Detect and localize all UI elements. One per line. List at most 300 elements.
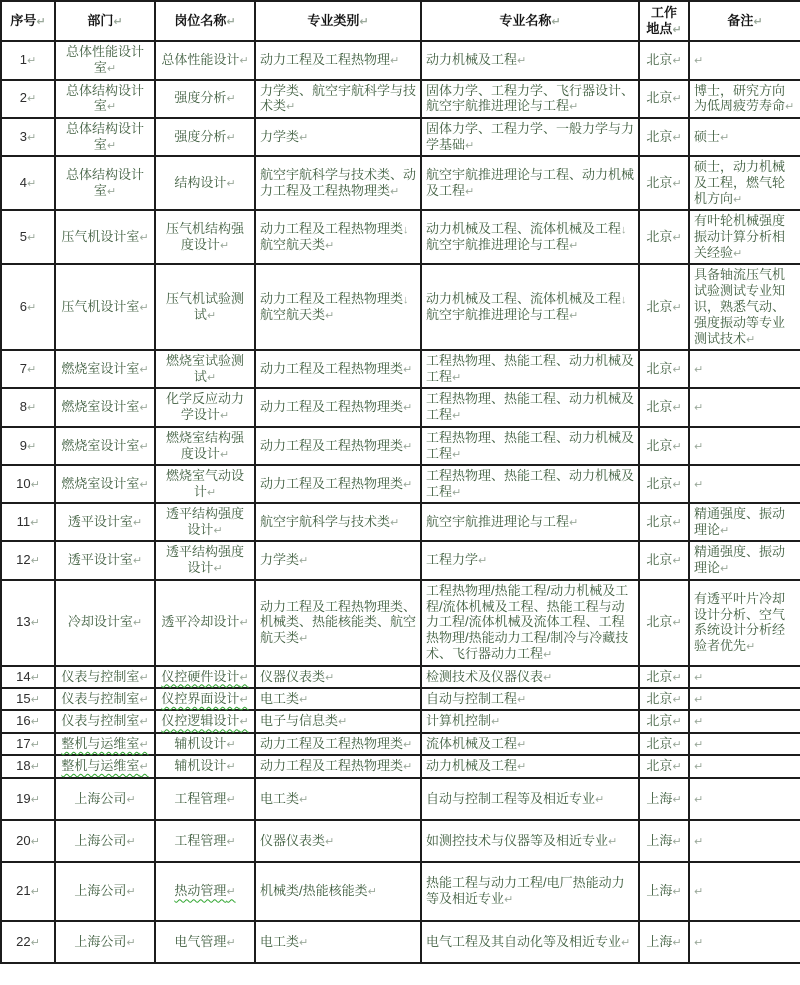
- paragraph-mark-icon: ↵: [30, 694, 40, 706]
- paragraph-mark-icon: ↵: [27, 364, 37, 377]
- cell-dept: 总体结构设计室↵: [55, 80, 155, 118]
- paragraph-mark-icon: ↵: [694, 694, 704, 706]
- cell-position: 总体性能设计↵: [155, 41, 255, 79]
- cell-dept: 压气机设计室↵: [55, 210, 155, 264]
- cell-category: 航空宇航科学与技术类、动力工程及工程热物理类↵: [255, 156, 421, 210]
- cell-major: 工程热物理、热能工程、动力机械及工程↵: [421, 350, 639, 388]
- paragraph-mark-icon: ↵: [672, 836, 682, 849]
- cell-no: 19↵: [1, 778, 55, 820]
- table-row: [1, 465, 800, 503]
- paragraph-mark-icon: ↵: [226, 761, 236, 774]
- cell-category: 电子与信息类↵: [255, 710, 421, 732]
- table-row: [1, 820, 800, 862]
- paragraph-mark-icon: ↵: [403, 364, 413, 377]
- cell-category: 力学类、航空宇航科学与技术类↵: [255, 80, 421, 118]
- cell-note: [689, 755, 800, 777]
- cell-position: 热动管理↵: [155, 862, 255, 920]
- paragraph-mark-icon: ↵: [694, 671, 704, 684]
- cell-no: 20↵: [1, 820, 55, 862]
- paragraph-mark-icon: ↵: [299, 633, 309, 646]
- cell-category: 电工类↵: [255, 921, 421, 963]
- paragraph-mark-icon: ↵: [30, 886, 40, 899]
- cell-note: [689, 921, 800, 963]
- cell-no: 13↵: [1, 580, 55, 666]
- paragraph-mark-icon: ↵: [733, 193, 743, 206]
- cell-location: 北京↵: [639, 388, 689, 426]
- cell-location: 北京↵: [639, 156, 689, 210]
- paragraph-mark-icon: ↵: [30, 517, 40, 530]
- paragraph-mark-icon: ↵: [672, 232, 682, 245]
- table-row: [1, 156, 800, 210]
- cell-category: 动力工程及工程热物理类、机械类、热能核能类、航空航天类↵: [255, 580, 421, 666]
- paragraph-mark-icon: ↵: [452, 410, 462, 423]
- paragraph-mark-icon: ↵: [325, 240, 335, 253]
- cell-location: 上海↵: [639, 778, 689, 820]
- paragraph-mark-icon: ↵: [206, 372, 217, 385]
- cell-location: 北京↵: [639, 688, 689, 710]
- paragraph-mark-icon: ↵: [325, 310, 335, 323]
- paragraph-mark-icon: ↵: [672, 936, 682, 949]
- paragraph-mark-icon: ↵: [672, 402, 682, 415]
- paragraph-mark-icon: ↵: [30, 836, 40, 849]
- paragraph-mark-icon: ↵: [672, 694, 682, 706]
- paragraph-mark-icon: ↵: [672, 517, 682, 530]
- table-row: [1, 666, 800, 688]
- paragraph-mark-icon: ↵: [206, 309, 217, 322]
- column-header-location: 工作 地点↵: [639, 1, 689, 41]
- paragraph-mark-icon: ↵: [239, 694, 249, 706]
- cell-position: 强度分析↵: [155, 80, 255, 118]
- paragraph-mark-icon: ↵: [219, 410, 230, 423]
- paragraph-mark-icon: ↵: [491, 716, 501, 729]
- paragraph-mark-icon: ↵: [27, 440, 37, 453]
- paragraph-mark-icon: ↵: [226, 177, 236, 190]
- paragraph-mark-icon: ↵: [452, 448, 462, 461]
- cell-dept: 上海公司↵: [55, 921, 155, 963]
- cell-no: 15↵: [1, 688, 55, 710]
- cell-position: 工程管理↵: [155, 778, 255, 820]
- paragraph-mark-icon: ↵: [672, 23, 682, 36]
- paragraph-mark-icon: ↵: [299, 793, 309, 806]
- paragraph-mark-icon: ↵: [543, 649, 553, 662]
- paragraph-mark-icon: ↵: [126, 936, 136, 949]
- cell-category: 动力工程及工程热物理类↵: [255, 465, 421, 503]
- cell-dept: 仪表与控制室↵: [55, 666, 155, 688]
- cell-no: 3↵: [1, 118, 55, 156]
- table-row: [1, 710, 800, 732]
- paragraph-mark-icon: ↵: [672, 555, 682, 568]
- paragraph-mark-icon: ↵: [390, 55, 400, 68]
- paragraph-mark-icon: ↵: [672, 793, 682, 806]
- paragraph-mark-icon: ↵: [694, 936, 704, 949]
- paragraph-mark-icon: ↵: [672, 302, 682, 315]
- paragraph-mark-icon: ↵: [226, 936, 236, 949]
- paragraph-mark-icon: ↵: [569, 517, 579, 530]
- cell-note: 硕士↵: [689, 118, 800, 156]
- paragraph-mark-icon: ↵: [543, 671, 553, 684]
- cell-location: 北京↵: [639, 541, 689, 579]
- cell-note: 精通强度、振动理论↵: [689, 503, 800, 541]
- paragraph-mark-icon: ↵: [325, 836, 335, 849]
- cell-note: 有透平叶片冷却设计分析、空气系统设计分析经验者优先↵: [689, 580, 800, 666]
- cell-no: 21↵: [1, 862, 55, 920]
- paragraph-mark-icon: ↵: [106, 101, 117, 114]
- paragraph-mark-icon: ↵: [672, 716, 682, 729]
- cell-no: 8↵: [1, 388, 55, 426]
- cell-location: 北京↵: [639, 733, 689, 755]
- paragraph-mark-icon: ↵: [694, 761, 704, 774]
- cell-no: 6↵: [1, 264, 55, 350]
- cell-major: 流体机械及工程↵: [421, 733, 639, 755]
- cell-no: 5↵: [1, 210, 55, 264]
- cell-location: 北京↵: [639, 350, 689, 388]
- cell-position: 仪控逻辑设计↵: [155, 710, 255, 732]
- cell-location: 北京↵: [639, 210, 689, 264]
- paragraph-mark-icon: ↵: [239, 55, 249, 68]
- table-row: [1, 733, 800, 755]
- cell-dept: 冷却设计室↵: [55, 580, 155, 666]
- paragraph-mark-icon: ↵: [672, 364, 682, 377]
- cell-note: [689, 820, 800, 862]
- cell-no: 4↵: [1, 156, 55, 210]
- paragraph-mark-icon: ↵: [139, 761, 149, 774]
- cell-note: [689, 666, 800, 688]
- paragraph-mark-icon: ↵: [672, 761, 682, 774]
- cell-position: 结构设计↵: [155, 156, 255, 210]
- paragraph-mark-icon: ↵: [226, 15, 236, 28]
- column-header-category: 专业类别↵: [255, 1, 421, 41]
- cell-no: 12↵: [1, 541, 55, 579]
- linebreak-mark-icon: ↓: [403, 223, 409, 236]
- paragraph-mark-icon: ↵: [403, 738, 413, 751]
- cell-note: 具备轴流压气机试验测试专业知识，熟悉气动、强度振动等专业测试技术↵: [689, 264, 800, 350]
- cell-no: 9↵: [1, 427, 55, 465]
- cell-category: 动力工程及工程热物理类↵: [255, 350, 421, 388]
- cell-position: 电气管理↵: [155, 921, 255, 963]
- paragraph-mark-icon: ↵: [139, 738, 149, 751]
- cell-note: [689, 710, 800, 732]
- paragraph-mark-icon: ↵: [753, 15, 763, 28]
- paragraph-mark-icon: ↵: [672, 478, 682, 491]
- paragraph-mark-icon: ↵: [694, 886, 704, 899]
- paragraph-mark-icon: ↵: [30, 478, 40, 491]
- paragraph-mark-icon: ↵: [338, 716, 348, 729]
- cell-category: 动力工程及工程热物理类↵: [255, 427, 421, 465]
- paragraph-mark-icon: ↵: [139, 232, 149, 245]
- cell-major: 动力机械及工程、流体机械及工程↓ 航空宇航推进理论与工程↵: [421, 264, 639, 350]
- cell-no: 17↵: [1, 733, 55, 755]
- paragraph-mark-icon: ↵: [36, 15, 46, 28]
- paragraph-mark-icon: ↵: [694, 364, 704, 377]
- paragraph-mark-icon: ↵: [30, 617, 40, 630]
- paragraph-mark-icon: ↵: [733, 247, 743, 260]
- paragraph-mark-icon: ↵: [746, 333, 756, 346]
- paragraph-mark-icon: ↵: [452, 486, 462, 499]
- paragraph-mark-icon: ↵: [286, 101, 296, 114]
- paragraph-mark-icon: ↵: [672, 131, 682, 144]
- paragraph-mark-icon: ↵: [30, 716, 40, 729]
- cell-major: 工程热物理、热能工程、动力机械及工程↵: [421, 388, 639, 426]
- paragraph-mark-icon: ↵: [30, 936, 40, 949]
- cell-note: 硕士，动力机械及工程，燃气轮机方向↵: [689, 156, 800, 210]
- cell-location: 北京↵: [639, 710, 689, 732]
- paragraph-mark-icon: ↵: [30, 555, 40, 568]
- cell-position: 透平结构强度设计↵: [155, 541, 255, 579]
- paragraph-mark-icon: ↵: [139, 716, 149, 729]
- table-row: [1, 388, 800, 426]
- table-row: [1, 541, 800, 579]
- paragraph-mark-icon: ↵: [569, 101, 579, 114]
- paragraph-mark-icon: ↵: [504, 894, 514, 907]
- paragraph-mark-icon: ↵: [226, 793, 236, 806]
- cell-category: 动力工程及工程热物理类↵: [255, 388, 421, 426]
- cell-no: 22↵: [1, 921, 55, 963]
- cell-no: 18↵: [1, 755, 55, 777]
- cell-position: 燃烧室试验测试↵: [155, 350, 255, 388]
- paragraph-mark-icon: ↵: [672, 671, 682, 684]
- paragraph-mark-icon: ↵: [139, 440, 149, 453]
- cell-major: 动力机械及工程、流体机械及工程↓ 航空宇航推进理论与工程↵: [421, 210, 639, 264]
- paragraph-mark-icon: ↵: [213, 563, 223, 576]
- paragraph-mark-icon: ↵: [403, 478, 413, 491]
- cell-no: 14↵: [1, 666, 55, 688]
- paragraph-mark-icon: ↵: [239, 617, 249, 630]
- paragraph-mark-icon: ↵: [403, 402, 413, 415]
- cell-dept: 燃烧室设计室↵: [55, 427, 155, 465]
- paragraph-mark-icon: ↵: [30, 671, 40, 684]
- paragraph-mark-icon: ↵: [720, 563, 730, 576]
- cell-category: 力学类↵: [255, 118, 421, 156]
- cell-position: 强度分析↵: [155, 118, 255, 156]
- table-row: [1, 755, 800, 777]
- linebreak-mark-icon: ↓: [403, 293, 409, 306]
- paragraph-mark-icon: ↵: [132, 617, 143, 630]
- header-row: [1, 1, 800, 41]
- paragraph-mark-icon: ↵: [672, 886, 682, 899]
- paragraph-mark-icon: ↵: [27, 55, 37, 68]
- paragraph-mark-icon: ↵: [226, 738, 236, 751]
- paragraph-mark-icon: ↵: [569, 240, 579, 253]
- cell-note: [689, 427, 800, 465]
- cell-location: 北京↵: [639, 465, 689, 503]
- cell-dept: 总体结构设计室↵: [55, 118, 155, 156]
- table-row: [1, 580, 800, 666]
- cell-note: [689, 388, 800, 426]
- paragraph-mark-icon: ↵: [132, 555, 143, 568]
- paragraph-mark-icon: ↵: [672, 177, 682, 190]
- cell-position: 压气机试验测试↵: [155, 264, 255, 350]
- paragraph-mark-icon: ↵: [608, 836, 618, 849]
- paragraph-mark-icon: ↵: [452, 372, 462, 385]
- table-header: [1, 1, 800, 41]
- paragraph-mark-icon: ↵: [226, 93, 236, 106]
- paragraph-mark-icon: ↵: [226, 131, 236, 144]
- cell-major: 航空宇航推进理论与工程↵: [421, 503, 639, 541]
- paragraph-mark-icon: ↵: [113, 15, 123, 28]
- cell-category: 仪器仪表类↵: [255, 820, 421, 862]
- paragraph-mark-icon: ↵: [517, 761, 527, 774]
- paragraph-mark-icon: ↵: [403, 440, 413, 453]
- paragraph-mark-icon: ↵: [694, 738, 704, 751]
- paragraph-mark-icon: ↵: [299, 555, 309, 568]
- paragraph-mark-icon: ↵: [720, 525, 730, 538]
- cell-major: 固体力学、工程力学、飞行器设计、航空宇航推进理论与工程↵: [421, 80, 639, 118]
- table-row: [1, 503, 800, 541]
- cell-major: 自动与控制工程等及相近专业↵: [421, 778, 639, 820]
- cell-no: 16↵: [1, 710, 55, 732]
- linebreak-mark-icon: ↓: [621, 293, 627, 306]
- paragraph-mark-icon: ↵: [27, 177, 37, 190]
- cell-note: 精通强度、振动理论↵: [689, 541, 800, 579]
- cell-category: 机械类/热能核能类↵: [255, 862, 421, 920]
- cell-position: 燃烧室结构强度设计↵: [155, 427, 255, 465]
- cell-category: 动力工程及工程热物理类↵: [255, 755, 421, 777]
- cell-note: [689, 862, 800, 920]
- cell-no: 1↵: [1, 41, 55, 79]
- cell-note: [689, 350, 800, 388]
- cell-major: 电气工程及其自动化等及相近专业↵: [421, 921, 639, 963]
- cell-dept: 总体性能设计室↵: [55, 41, 155, 79]
- cell-major: 如测控技术与仪器等及相近专业↵: [421, 820, 639, 862]
- paragraph-mark-icon: ↵: [672, 738, 682, 751]
- paragraph-mark-icon: ↵: [672, 440, 682, 453]
- paragraph-mark-icon: ↵: [672, 617, 682, 630]
- cell-category: 航空宇航科学与技术类↵: [255, 503, 421, 541]
- paragraph-mark-icon: ↵: [139, 694, 149, 706]
- cell-major: 航空宇航推进理论与工程、动力机械及工程↵: [421, 156, 639, 210]
- paragraph-mark-icon: ↵: [226, 836, 236, 849]
- cell-dept: 上海公司↵: [55, 820, 155, 862]
- paragraph-mark-icon: ↵: [694, 716, 704, 729]
- paragraph-mark-icon: ↵: [390, 517, 400, 530]
- cell-dept: 总体结构设计室↵: [55, 156, 155, 210]
- paragraph-mark-icon: ↵: [694, 836, 704, 849]
- paragraph-mark-icon: ↵: [30, 738, 40, 751]
- paragraph-mark-icon: ↵: [694, 440, 704, 453]
- cell-major: 检测技术及仪器仪表↵: [421, 666, 639, 688]
- cell-major: 工程热物理、热能工程、动力机械及工程↵: [421, 427, 639, 465]
- table-row: [1, 118, 800, 156]
- cell-location: 北京↵: [639, 264, 689, 350]
- paragraph-mark-icon: ↵: [139, 671, 149, 684]
- cell-dept: 仪表与控制室↵: [55, 688, 155, 710]
- cell-location: 上海↵: [639, 921, 689, 963]
- cell-position: 工程管理↵: [155, 820, 255, 862]
- cell-dept: 燃烧室设计室↵: [55, 465, 155, 503]
- paragraph-mark-icon: ↵: [30, 793, 40, 806]
- cell-note: [689, 688, 800, 710]
- cell-category: 动力工程及工程热物理类↵: [255, 733, 421, 755]
- paragraph-mark-icon: ↵: [517, 738, 527, 751]
- cell-location: 上海↵: [639, 820, 689, 862]
- table-row: [1, 921, 800, 963]
- column-header-note: 备注↵: [689, 1, 800, 41]
- paragraph-mark-icon: ↵: [206, 486, 217, 499]
- paragraph-mark-icon: ↵: [299, 131, 309, 144]
- column-header-position: 岗位名称↵: [155, 1, 255, 41]
- cell-note: [689, 465, 800, 503]
- paragraph-mark-icon: ↵: [694, 793, 704, 806]
- cell-location: 北京↵: [639, 118, 689, 156]
- paragraph-mark-icon: ↵: [465, 185, 475, 198]
- paragraph-mark-icon: ↵: [27, 131, 37, 144]
- paragraph-mark-icon: ↵: [694, 478, 704, 491]
- cell-category: 动力工程及工程热物理↵: [255, 41, 421, 79]
- paragraph-mark-icon: ↵: [27, 232, 37, 245]
- cell-major: 工程热物理、热能工程、动力机械及工程↵: [421, 465, 639, 503]
- cell-dept: 透平设计室↵: [55, 503, 155, 541]
- paragraph-mark-icon: ↵: [359, 15, 369, 28]
- column-header-no: 序号↵: [1, 1, 55, 41]
- paragraph-mark-icon: ↵: [694, 402, 704, 415]
- paragraph-mark-icon: ↵: [785, 101, 795, 114]
- paragraph-mark-icon: ↵: [239, 671, 249, 684]
- column-header-dept: 部门↵: [55, 1, 155, 41]
- paragraph-mark-icon: ↵: [106, 185, 117, 198]
- cell-category: 动力工程及工程热物理类↓ 航空航天类↵: [255, 264, 421, 350]
- table-body: [1, 41, 800, 963]
- cell-position: 仪控界面设计↵: [155, 688, 255, 710]
- cell-major: 热能工程与动力工程/电厂热能动力等及相近专业↵: [421, 862, 639, 920]
- table-row: [1, 264, 800, 350]
- column-header-major: 专业名称↵: [421, 1, 639, 41]
- paragraph-mark-icon: ↵: [390, 185, 400, 198]
- paragraph-mark-icon: ↵: [517, 694, 527, 706]
- paragraph-mark-icon: ↵: [672, 93, 682, 106]
- cell-position: 压气机结构强度设计↵: [155, 210, 255, 264]
- paragraph-mark-icon: ↵: [213, 525, 223, 538]
- cell-category: 电工类↵: [255, 688, 421, 710]
- paragraph-mark-icon: ↵: [595, 793, 605, 806]
- paragraph-mark-icon: ↵: [672, 55, 682, 68]
- paragraph-mark-icon: ↵: [465, 139, 475, 152]
- cell-position: 燃烧室气动设计↵: [155, 465, 255, 503]
- paragraph-mark-icon: ↵: [694, 55, 704, 68]
- linebreak-mark-icon: ↓: [621, 223, 627, 236]
- cell-location: 北京↵: [639, 580, 689, 666]
- paragraph-mark-icon: ↵: [30, 761, 40, 774]
- paragraph-mark-icon: ↵: [367, 886, 377, 899]
- paragraph-mark-icon: ↵: [517, 55, 527, 68]
- cell-location: 北京↵: [639, 80, 689, 118]
- cell-location: 北京↵: [639, 666, 689, 688]
- cell-major: 固体力学、工程力学、一般力学与力学基础↵: [421, 118, 639, 156]
- cell-position: 透平结构强度设计↵: [155, 503, 255, 541]
- paragraph-mark-icon: ↵: [126, 793, 136, 806]
- cell-dept: 整机与运维室↵: [55, 733, 155, 755]
- cell-dept: 上海公司↵: [55, 778, 155, 820]
- cell-note: 有叶轮机械强度振动计算分析相关经验↵: [689, 210, 800, 264]
- paragraph-mark-icon: ↵: [239, 716, 249, 729]
- cell-category: 仪器仪表类↵: [255, 666, 421, 688]
- paragraph-mark-icon: ↵: [139, 364, 149, 377]
- table-row: [1, 350, 800, 388]
- cell-dept: 透平设计室↵: [55, 541, 155, 579]
- cell-dept: 整机与运维室↵: [55, 755, 155, 777]
- paragraph-mark-icon: ↵: [27, 93, 37, 106]
- cell-major: 工程热物理/热能工程/动力机械及工程/流体机械及工程、热能工程与动力工程/流体机械及流体工程、工程热物理/热能动力工程/制冷与冷藏技术、飞行器动力工程↵: [421, 580, 639, 666]
- cell-note: [689, 41, 800, 79]
- cell-no: 2↵: [1, 80, 55, 118]
- cell-dept: 燃烧室设计室↵: [55, 388, 155, 426]
- cell-location: 北京↵: [639, 503, 689, 541]
- cell-category: 力学类↵: [255, 541, 421, 579]
- paragraph-mark-icon: ↵: [551, 15, 561, 28]
- paragraph-mark-icon: ↵: [403, 761, 413, 774]
- table-row: [1, 427, 800, 465]
- cell-position: 辅机设计↵: [155, 733, 255, 755]
- table-row: [1, 778, 800, 820]
